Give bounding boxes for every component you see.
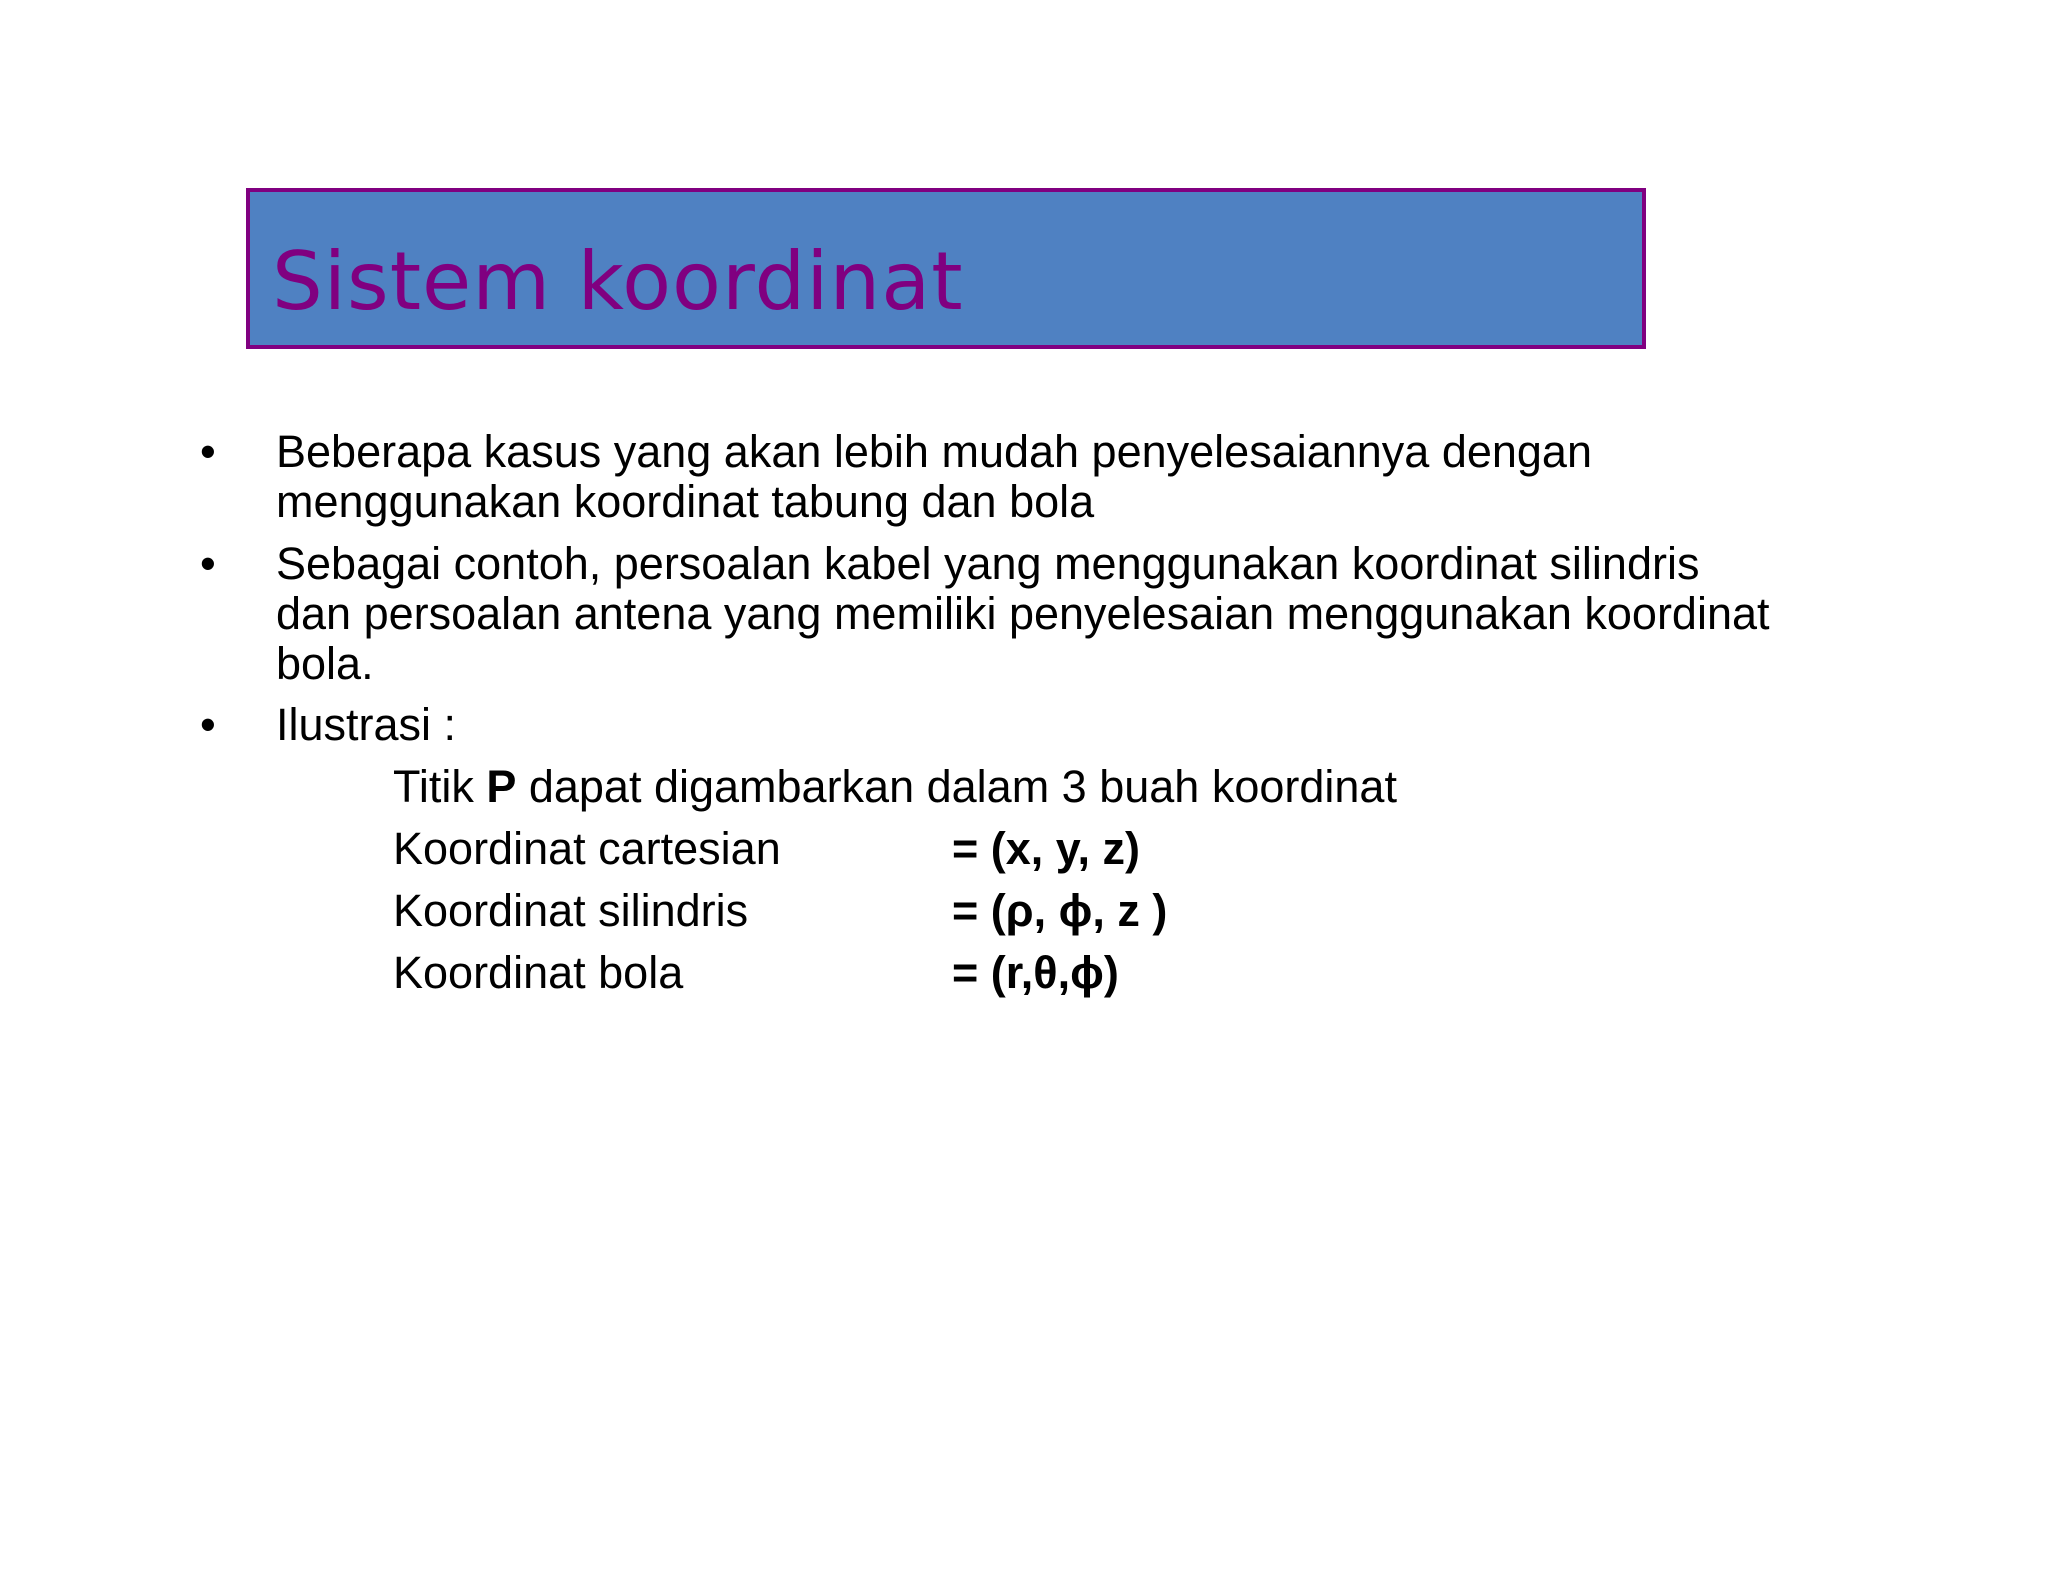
illustration-intro bbox=[393, 762, 1397, 812]
bullet-marker: • bbox=[200, 538, 216, 589]
bullet-line: bola. bbox=[276, 638, 374, 689]
bullet-item bbox=[276, 427, 1876, 527]
coord-label-cartesian: Koordinat cartesian bbox=[393, 823, 781, 874]
bullet-item bbox=[276, 700, 1876, 750]
coord-value-cylindrical: = (ρ, ϕ, z ) bbox=[952, 885, 1168, 936]
bullet-item bbox=[276, 539, 1876, 689]
point-label: P bbox=[486, 761, 517, 812]
coord-value-spherical: = (r,θ,ϕ) bbox=[952, 947, 1119, 998]
intro-suffix: dapat digambarkan dalam 3 buah koordinat bbox=[516, 761, 1397, 812]
coord-label-spherical: Koordinat bola bbox=[393, 947, 684, 998]
bullet-line: dan persoalan antena yang memiliki penyelesaian menggunakan koordinat bbox=[276, 588, 1770, 639]
bullet-line: Sebagai contoh, persoalan kabel yang menggunakan koordinat silindris bbox=[276, 538, 1700, 589]
slide-title: Sistem koordinat bbox=[272, 235, 964, 328]
bullet-marker: • bbox=[200, 699, 216, 750]
coord-label-cylindrical: Koordinat silindris bbox=[393, 885, 749, 936]
bullet-line: Ilustrasi : bbox=[276, 699, 457, 750]
bullet-line: Beberapa kasus yang akan lebih mudah penyelesaiannya dengan bbox=[276, 426, 1592, 477]
coord-value-cartesian: = (x, y, z) bbox=[952, 823, 1140, 874]
intro-prefix: Titik bbox=[393, 761, 487, 812]
bullet-marker: • bbox=[200, 426, 216, 477]
title-box bbox=[246, 188, 1646, 349]
bullet-line: menggunakan koordinat tabung dan bola bbox=[276, 476, 1095, 527]
